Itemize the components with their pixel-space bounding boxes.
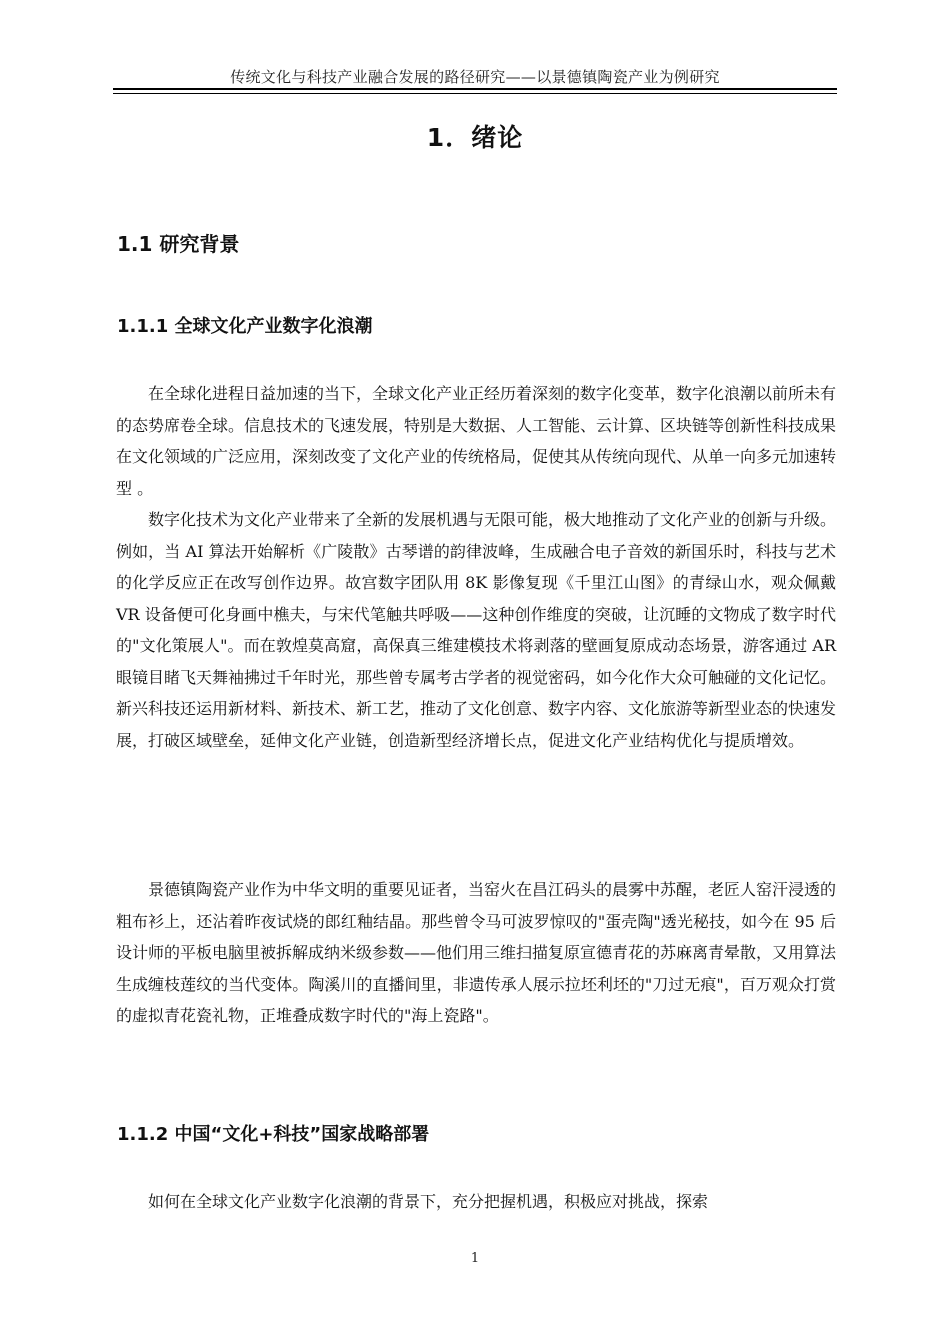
section-heading-1-1: 1.1 研究背景 (117, 232, 240, 256)
body-paragraph: 景德镇陶瓷产业作为中华文明的重要见证者，当窑火在昌江码头的晨雾中苏醒，老匠人窑汗浸透的粗布衫上，还沾着昨夜试烧的郎红釉结晶。那些曾令马可波罗惊叹的"蛋壳陶"透光秘技，如今在 95 后设计师的平板电脑里被拆解成纳米级参数——他们用三维扫描复原宣德青花的苏麻离青晕散，又用算法生成缠枝莲纹的当代变体。陶溪川的直播间里，非遗传承人展示拉坯利坯的"刀过无痕"，百万观众打赏的虚拟青花瓷礼物，正堆叠成数字时代的"海上瓷路"。 (116, 880, 837, 1025)
page-number: 1 (470, 1251, 480, 1266)
body-paragraph: 如何在全球文化产业数字化浪潮的背景下，充分把握机遇，积极应对挑战，探索 (148, 1192, 709, 1211)
section-heading-1-1-2: 1.1.2 中国“文化+科技”国家战略部署 (117, 1124, 430, 1145)
running-header: 传统文化与科技产业融合发展的路径研究——以景德镇陶瓷产业为例研究 (230, 68, 720, 86)
section-heading-1-1-1: 1.1.1 全球文化产业数字化浪潮 (117, 316, 373, 337)
body-paragraph: 数字化技术为文化产业带来了全新的发展机遇与无限可能，极大地推动了文化产业的创新与升级。例如，当 AI 算法开始解析《广陵散》古琴谱的韵律波峰，生成融合电子音效的新国乐时，科技与艺术的化学反应正在改写创作边界。故宫数字团队用 8K 影像复现《千里江山图》的青绿山水，观众佩戴 VR 设备便可化身画中樵夫，与宋代笔触共呼吸——这种创作维度的突破，让沉睡的文物成了数字时代的"文化策展人"。而在敦煌莫高窟，高保真三维建模技术将剥落的壁画复原成动态场景，游客通过 AR 眼镜目睹飞天舞袖拂过千年时光，那些曾专属考古学者的视觉密码，如今化作大众可触碰的文化记忆。新兴科技还运用新材料、新技术、新工艺，推动了文化创意、数字内容、文化旅游等新型业态的快速发展，打破区域壁垒，延伸文化产业链，创造新型经济增长点，促进文化产业结构优化与提质增效。 (116, 510, 837, 750)
body-paragraph: 在全球化进程日益加速的当下，全球文化产业正经历着深刻的数字化变革，数字化浪潮以前所未有的态势席卷全球。信息技术的飞速发展，特别是大数据、人工智能、云计算、区块链等创新性科技成果在文化领域的广泛应用，深刻改变了文化产业的传统格局，促使其从传统向现代、从单一向多元加速转型 。 (116, 384, 837, 498)
header-rule-thick (113, 88, 837, 90)
header-rule-thin (113, 93, 837, 94)
chapter-title: 1．绪论 (426, 123, 524, 152)
